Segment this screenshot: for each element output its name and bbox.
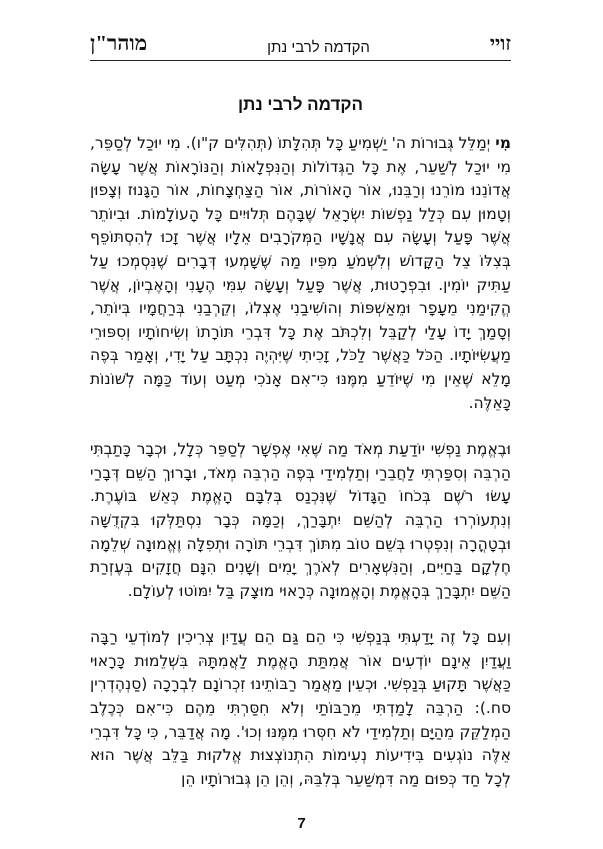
page-number: 7 [297,815,306,832]
paragraph [90,132,511,415]
paragraph-lead-word: מִי [495,134,511,152]
header-folio: זויי [489,31,511,55]
page-title: הקדמה לרבי נתן [238,95,363,114]
header-book-title: מוהר"ן [90,31,148,55]
header-section-title: הקדמה לרבי נתן [267,39,370,56]
header-rule [90,60,511,61]
paragraph [90,626,511,791]
running-header [90,30,511,56]
paragraph [90,438,511,603]
body-text [90,132,511,791]
paragraph-text: וְעִם כָּל זֶה יָדַעְתִּי בְּנַפְשִׁי כִּי הֵם גַּם הֵם עֲדַיִן צְרִיכִין לְמוֹדְעֵי רַבָּה וַעֲדַיִן אֵינָם יוֹדְעִים אוֹר אֲמִתַּת הָאֱמֶת לַאֲמִתָּהּ בִּשְׁלֵמוּת כָּרָאוּי כַּאֲשֶׁר תָּקוּעַ בְּנַפְשִׁי. וּכְעֵין מַאֲמַר רַבּוֹתֵינוּ זִכְרוֹנָם לִבְרָכָה (סַנְהֶדְרִין סח.): הַרְבֵּה לָמַדְתִּי מֵרַבּוֹתַי וְלֹא חִסַּרְתִּי מֵהֶם כִּי־אִם כְּכֶלֶב הַמְלַקֵּק מֵהַיָּם וְתַלְמִידַי לֹא חִסְּרוּ מִמֶּנּוּ וְכוּ'. מָה אֲדַבֵּר, כִּי כָּל דִּבְרֵי אֵלֶּה נוֹגְעִים בִּידִיעוֹת נְעִימוֹת הִתְנוֹצְצוּת אֱלֹקוּת בַּלֵּב אֲשֶׁר הוּא לְכָל חַד כְּפוּם מַה דִּמְשַׁעֵר בְּלִבֵּהּ, וְהֵן הֵן גְּבוּרוֹתָיו הֵן [90,628,511,788]
paragraph-text: וּבֶאֱמֶת נַפְשִׁי יוֹדַעַת מְאֹד מַה שֶּׁאִי אֶפְשָׁר לְסַפֵּר כְּלָל, וּכְבָר כָּתַבְתִּי הַרְבֵּה וְסִפַּרְתִּי לַחֲבֵרַי וְתַלְמִידַי בְּפֶה הַרְבֵּה מְאֹד, וּבָרוּךְ הַשֵּׁם דְּבָרַי עָשׂוּ רֹשֶׁם בְּכֹחוֹ הַגָּדוֹל שֶׁנִּכְנַס בְּלִבָּם הָאֱמֶת כְּאֵשׁ בּוֹעֶרֶת. וְנִתְעוֹרְרוּ הַרְבֵּה לְהַשֵּׁם יִתְבָּרַךְ, וְכַמָּה כְּבָר נִסְתַּלְּקוּ בִּקְדֻשָּׁה וּבְטָהֳרָה וְנִפְטְרוּ בְּשֵׁם טוֹב מִתּוֹךְ דִּבְרֵי תּוֹרָה וּתְפִלָּה וֶאֱמוּנָה שְׁלֵמָה חֶלְקָם בַּחַיִּים, וְהַנִּשְׁאָרִים לְאֹרֶךְ יָמִים וְשָׁנִים הִנָּם חֲזָקִים בְּעֶזְרַת הַשֵּׁם יִתְבָּרַךְ בְּהָאֱמֶת וְהָאֱמוּנָה כְּרָאוּי מוּצָק בַּל יִמּוֹטוּ לְעוֹלָם. [90,440,511,600]
paragraph-text: יְמַלֵּל גְּבוּרוֹת ה' יַשְׁמִיעַ כָּל תְּהִלָּתוֹ (תְּהִלִּים ק"ו). מִי יוּכַל לְסַפֵּר, מִי יוּכַל לְשַׁעֵר, אֶת כָּל הַגְּדוֹלוֹת וְהַנִּפְלָאוֹת וְהַנּוֹרָאוֹת אֲשֶׁר עָשָׂה אֲדוֹנֵנוּ מוֹרֵנוּ וְרַבֵּנוּ, אוֹר הָאוֹרוֹת, אוֹר הַצַּחְצָחוֹת, אוֹר הַגָּנוּז וְצָפוּן וְטָמוּן עִם כְּלַל נַפְשׁוֹת יִשְׂרָאֵל שֶׁבָּהֶם תְּלוּיִים כָּל הָעוֹלָמוֹת. וּבִיוֹתֵר אֲשֶׁר פָּעַל וְעָשָׂה עִם אֲנָשָׁיו הַמְּקֹרָבִים אֵלָיו אֲשֶׁר זָכוּ לְהִסְתּוֹפֵף בְּצִלּוֹ צֵל הַקָּדוֹשׁ וְלִשְׁמֹעַ מִפִּיו מַה שֶּׁשָּׁמְעוּ דְּבָרִים שֶׁנִּסְמְכוּ עַל עַתִּיק יוֹמִין. וּבִפְרָטוּת, אֲשֶׁר פָּעַל וְעָשָׂה עִמִּי הֶעָנִי וְהָאֶבְיוֹן, אֲשֶׁר הֱקִימַנִי מֵעָפָר וּמֵאַשְׁפּוֹת וְהוֹשִׁיבַנִי אֶצְלוֹ, וְקֵרְבַנִי בְּרַחֲמָיו בְּיוֹתֵר, וְסָמַךְ יָדוֹ עָלַי לְקַבֵּל וְלִכְתֹּב אֶת כָּל דִּבְרֵי תּוֹרָתוֹ וְשִׂיחוֹתָיו וְסִפּוּרֵי מַעֲשִׂיּוֹתָיו. הַכֹּל כַּאֲשֶׁר לַכֹּל, זָכִיתִי שֶׁיִּהְיֶה נִכְתָּב עַל יָדִי, וְאָמַר בְּפֶה מָלֵא שֶׁאֵין מִי שֶׁיּוֹדֵעַ מִמֶּנּוּ כִּי־אִם אָנֹכִי מְעַט וְעוֹד כַּמָּה לְשׁוֹנוֹת כָּאֵלֶּה. [90,134,511,412]
